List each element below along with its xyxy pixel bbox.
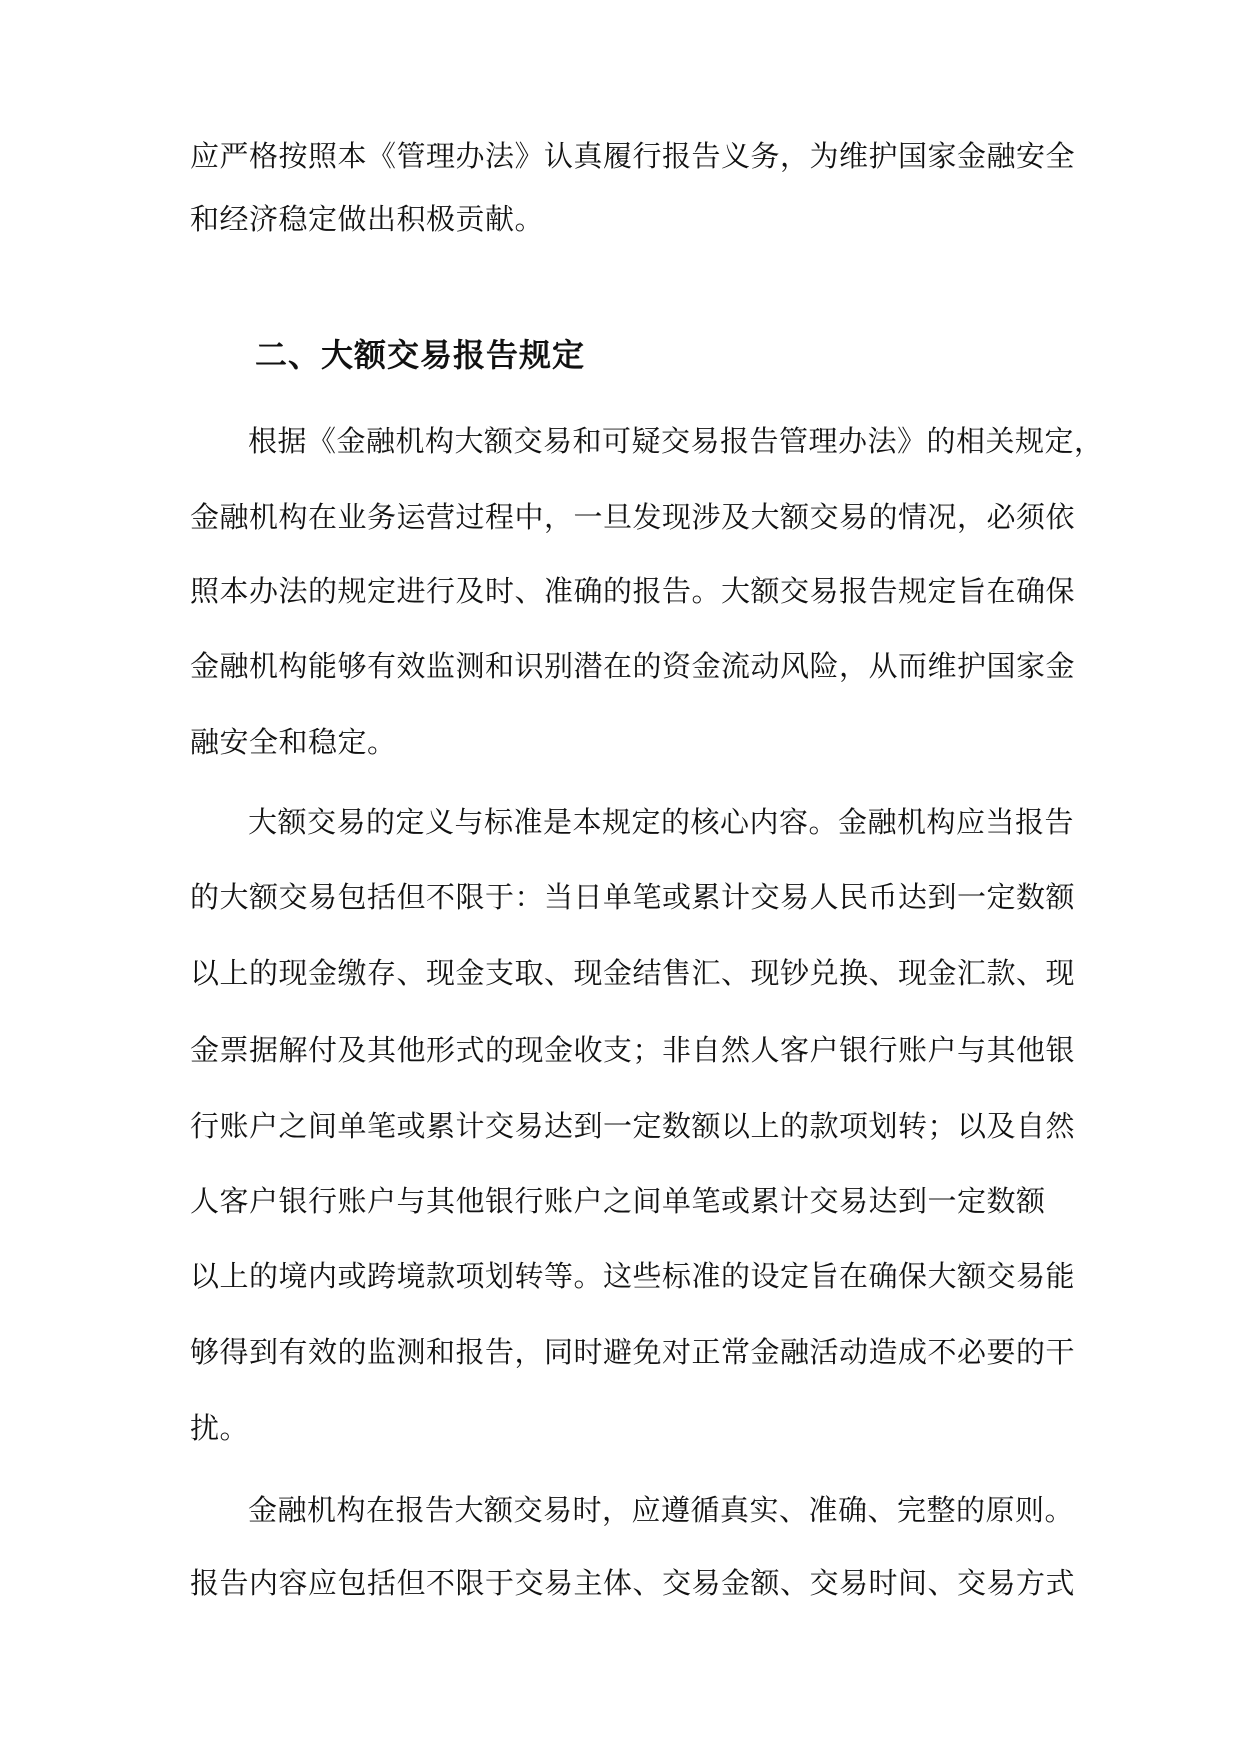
paragraph-line: 金票据解付及其他形式的现金收支；非自然人客户银行账户与其他银 (190, 1033, 1076, 1067)
paragraph-line: 金融机构能够有效监测和识别潜在的资金流动风险，从而维护国家金 (190, 649, 1076, 683)
paragraph-line: 大额交易的定义与标准是本规定的核心内容。金融机构应当报告 (248, 805, 1075, 839)
paragraph-line: 金融机构在报告大额交易时，应遵循真实、准确、完整的原则。 (248, 1493, 1075, 1527)
paragraph-line: 行账户之间单笔或累计交易达到一定数额以上的款项划转；以及自然 (190, 1109, 1076, 1143)
paragraph-line: 够得到有效的监测和报告，同时避免对正常金融活动造成不必要的干 (190, 1335, 1076, 1369)
intro-line: 和经济稳定做出积极贡献。 (190, 202, 545, 236)
paragraph-line: 以上的境内或跨境款项划转等。这些标准的设定旨在确保大额交易能 (190, 1259, 1076, 1293)
paragraph-line: 金融机构在业务运营过程中，一旦发现涉及大额交易的情况，必须依 (190, 500, 1076, 534)
paragraph-line: 根据《金融机构大额交易和可疑交易报告管理办法》的相关规定， (248, 424, 1104, 458)
section-heading: 二、大额交易报告规定 (255, 336, 586, 374)
paragraph-line: 融安全和稳定。 (190, 725, 397, 759)
paragraph-line: 人客户银行账户与其他银行账户之间单笔或累计交易达到一定数额 (190, 1184, 1046, 1218)
paragraph-line: 报告内容应包括但不限于交易主体、交易金额、交易时间、交易方式 (190, 1566, 1076, 1600)
intro-line: 应严格按照本《管理办法》认真履行报告义务，为维护国家金融安全 (190, 139, 1076, 173)
paragraph-line: 的大额交易包括但不限于：当日单笔或累计交易人民币达到一定数额 (190, 880, 1076, 914)
paragraph-line: 以上的现金缴存、现金支取、现金结售汇、现钞兑换、现金汇款、现 (190, 956, 1076, 990)
paragraph-line: 扰。 (190, 1411, 250, 1445)
paragraph-line: 照本办法的规定进行及时、准确的报告。大额交易报告规定旨在确保 (190, 574, 1076, 608)
